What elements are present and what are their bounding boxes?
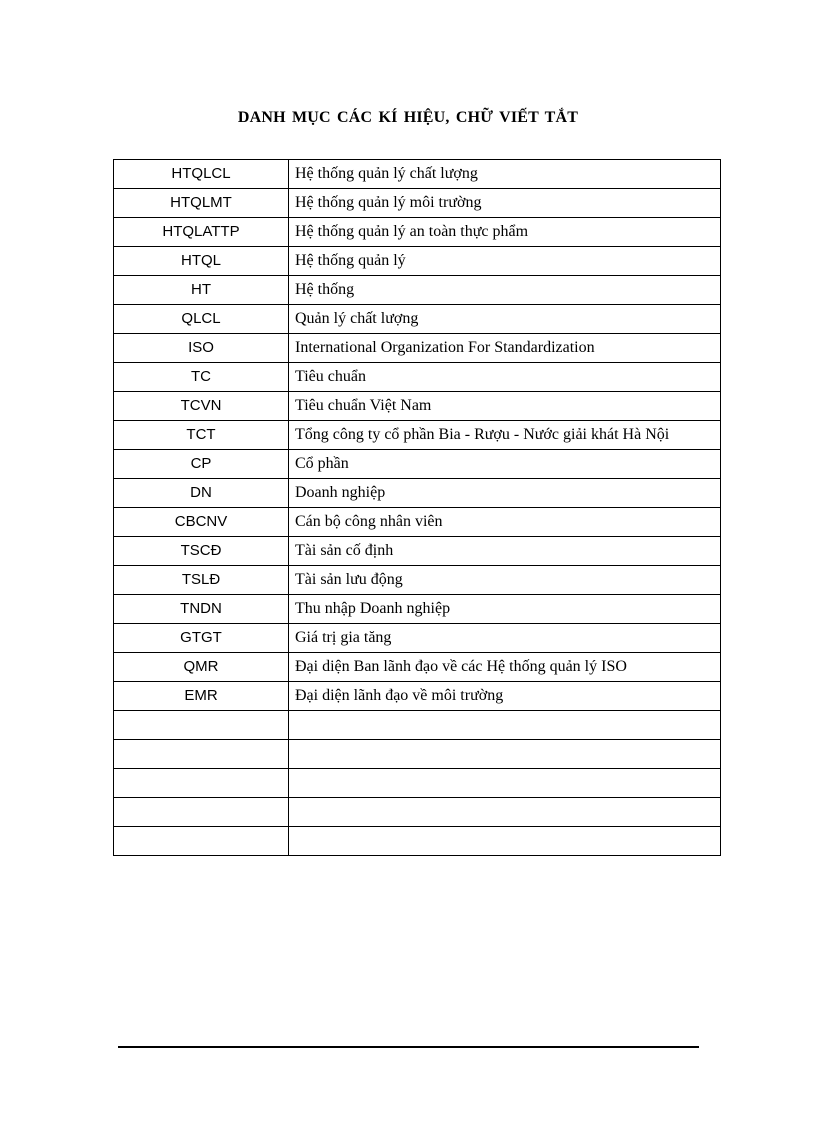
meaning-cell: Đại diện lãnh đạo về môi trường <box>289 682 721 711</box>
abbreviation-cell: EMR <box>114 682 289 711</box>
table-row <box>114 450 721 479</box>
meaning-cell <box>289 798 721 827</box>
abbreviation-cell: QLCL <box>114 305 289 334</box>
table-row <box>114 653 721 682</box>
abbreviation-cell: QMR <box>114 653 289 682</box>
table-row <box>114 160 721 189</box>
meaning-cell: Tiêu chuẩn Việt Nam <box>289 392 721 421</box>
meaning-cell: Thu nhập Doanh nghiệp <box>289 595 721 624</box>
abbreviation-cell <box>114 769 289 798</box>
abbreviation-cell: HT <box>114 276 289 305</box>
abbreviation-cell <box>114 711 289 740</box>
meaning-cell: Đại diện Ban lãnh đạo về các Hệ thống quản lý ISO <box>289 653 721 682</box>
table-row <box>114 305 721 334</box>
abbreviation-cell: CBCNV <box>114 508 289 537</box>
table-row <box>114 508 721 537</box>
table-row-empty <box>114 740 721 769</box>
abbreviation-cell: CP <box>114 450 289 479</box>
meaning-cell: Tiêu chuẩn <box>289 363 721 392</box>
table-row <box>114 334 721 363</box>
abbreviation-table <box>113 159 721 856</box>
table-row <box>114 682 721 711</box>
table-row <box>114 479 721 508</box>
abbreviation-cell <box>114 798 289 827</box>
meaning-cell: Tổng công ty cổ phần Bia - Rượu - Nước giải khát Hà Nội <box>289 421 721 450</box>
meaning-cell: Cổ phần <box>289 450 721 479</box>
table-row <box>114 624 721 653</box>
abbreviation-cell: HTQL <box>114 247 289 276</box>
meaning-cell: International Organization For Standardization <box>289 334 721 363</box>
meaning-cell <box>289 711 721 740</box>
abbreviation-cell: TSCĐ <box>114 537 289 566</box>
abbreviation-cell: ISO <box>114 334 289 363</box>
meaning-cell <box>289 769 721 798</box>
meaning-cell: Tài sản lưu động <box>289 566 721 595</box>
page-title: DANH MỤC CÁC KÍ HIỆU, CHỮ VIẾT TẮT <box>237 109 579 126</box>
meaning-cell: Hệ thống <box>289 276 721 305</box>
meaning-cell: Hệ thống quản lý môi trường <box>289 189 721 218</box>
abbreviation-cell: HTQLATTP <box>114 218 289 247</box>
table-row <box>114 537 721 566</box>
meaning-cell: Hệ thống quản lý an toàn thực phẩm <box>289 218 721 247</box>
abbreviation-cell <box>114 740 289 769</box>
table-row-empty <box>114 711 721 740</box>
meaning-cell: Giá trị gia tăng <box>289 624 721 653</box>
footer-divider <box>118 1046 699 1048</box>
table-row <box>114 363 721 392</box>
meaning-cell: Tài sản cố định <box>289 537 721 566</box>
meaning-cell: Hệ thống quản lý <box>289 247 721 276</box>
abbreviation-cell: TCT <box>114 421 289 450</box>
table-row <box>114 247 721 276</box>
meaning-cell <box>289 827 721 856</box>
table-row-empty <box>114 798 721 827</box>
table-row-empty <box>114 769 721 798</box>
meaning-cell: Cán bộ công nhân viên <box>289 508 721 537</box>
abbreviation-cell: DN <box>114 479 289 508</box>
abbreviation-cell <box>114 827 289 856</box>
abbreviation-cell: TCVN <box>114 392 289 421</box>
meaning-cell: Hệ thống quản lý chất lượng <box>289 160 721 189</box>
meaning-cell: Doanh nghiệp <box>289 479 721 508</box>
abbreviation-cell: TNDN <box>114 595 289 624</box>
table-row-empty <box>114 827 721 856</box>
table-row <box>114 276 721 305</box>
table-row <box>114 392 721 421</box>
table-row <box>114 566 721 595</box>
abbreviation-cell: HTQLCL <box>114 160 289 189</box>
abbreviation-cell: HTQLMT <box>114 189 289 218</box>
table-row <box>114 189 721 218</box>
table-row <box>114 421 721 450</box>
abbreviation-cell: GTGT <box>114 624 289 653</box>
meaning-cell <box>289 740 721 769</box>
abbreviation-cell: TSLĐ <box>114 566 289 595</box>
table-row <box>114 595 721 624</box>
abbreviation-table-body <box>114 160 721 856</box>
abbreviation-cell: TC <box>114 363 289 392</box>
meaning-cell: Quản lý chất lượng <box>289 305 721 334</box>
table-row <box>114 218 721 247</box>
